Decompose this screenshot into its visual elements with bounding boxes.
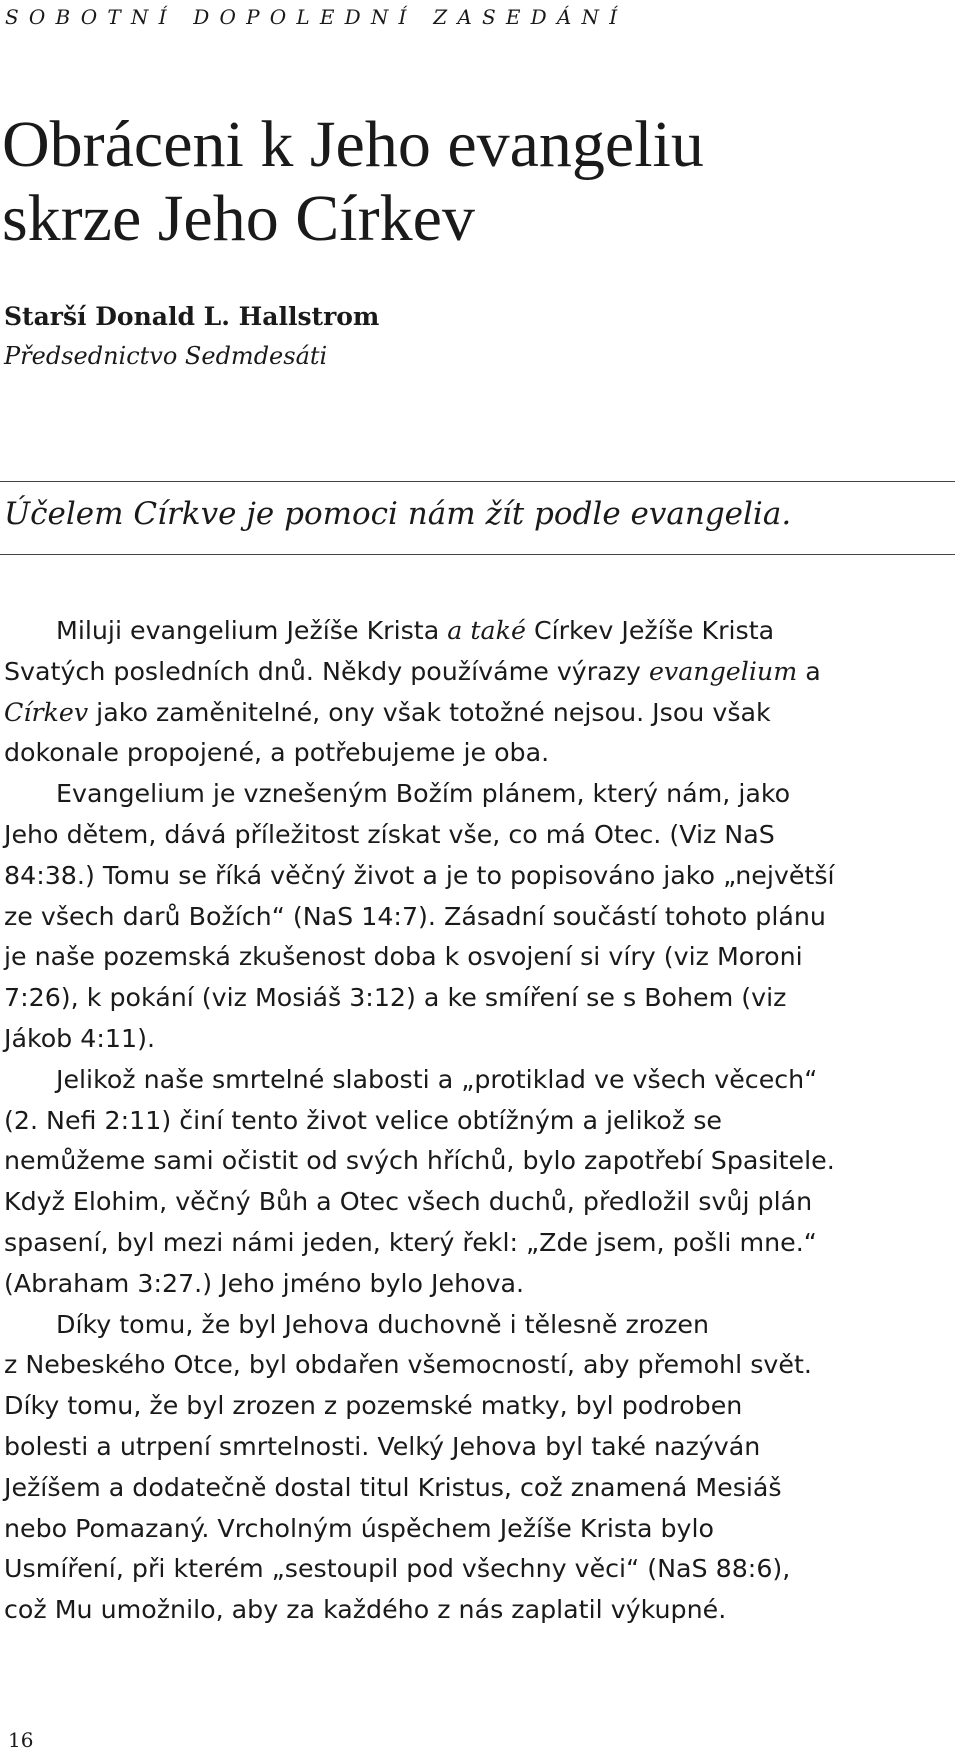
summary-top-divider [0, 481, 955, 482]
title-line: skrze Jeho Církev [2, 182, 475, 255]
session-label: SOBOTNÍ DOPOLEDNÍ ZASEDÁNÍ [5, 5, 628, 29]
body-line: Díky tomu, že byl Jehova duchovně i tělesně zrozen [56, 1309, 710, 1339]
body-line: 7:26), k pokání (viz Mosiáš 3:12) a ke smíření se s Bohem (viz [4, 983, 787, 1013]
article-body [4, 611, 959, 1631]
body-line: Díky tomu, že byl zrozen z pozemské matky, byl podroben [4, 1391, 743, 1421]
body-line [4, 611, 959, 652]
body-line: dokonale propojené, a potřebujeme je oba. [4, 738, 550, 768]
summary-bottom-divider [0, 554, 955, 555]
body-line: Usmíření, při kterém „sestoupil pod všechny věci“ (NaS 88:6), [4, 1554, 791, 1584]
body-line: Evangelium je vznešeným Božím plánem, který nám, jako [56, 779, 791, 809]
author-name: Starší Donald L. Hallstrom [4, 302, 380, 331]
body-emphasis: evangelium [648, 656, 798, 686]
body-line: bolesti a utrpení smrtelnosti. Velký Jehova byl také nazýván [4, 1431, 761, 1461]
body-line [4, 652, 959, 693]
body-emphasis: Církev [4, 697, 89, 727]
body-line: spasení, byl mezi námi jeden, který řekl: „Zde jsem, pošli mne.“ [4, 1227, 817, 1257]
page-number: 16 [8, 1728, 34, 1752]
body-emphasis: a také [447, 616, 526, 645]
body-line: Když Elohim, věčný Bůh a Otec všech duchů, předložil svůj plán [4, 1187, 813, 1217]
body-line: Jeho dětem, dává příležitost získat vše, co má Otec. (Viz NaS [4, 819, 775, 849]
body-text: jako zaměnitelné, ony však totožné nejsou. Jsou však [88, 697, 771, 727]
body-text: Miluji evangelium Ježíše Krista [56, 616, 448, 645]
body-text: a [797, 656, 821, 686]
body-text: Svatých posledních dnů. Někdy používáme výrazy [4, 656, 649, 686]
body-line: z Nebeského Otce, byl obdařen všemocností, aby přemohl svět. [4, 1350, 812, 1380]
body-line: (2. Nefi 2:11) činí tento život velice obtížným a jelikož se [4, 1105, 722, 1135]
body-line: Jákob 4:11). [4, 1023, 156, 1053]
body-line: nebo Pomazaný. Vrcholným úspěchem Ježíše Krista bylo [4, 1513, 715, 1543]
author-role: Předsednictvo Sedmdesáti [4, 342, 328, 370]
body-line [4, 693, 959, 734]
title-line: Obráceni k Jeho evangeliu [2, 108, 704, 181]
body-line: nemůžeme sami očistit od svých hříchů, bylo zapotřebí Spasitele. [4, 1146, 835, 1176]
body-line: ze všech darů Božích“ (NaS 14:7). Zásadní součástí tohoto plánu [4, 901, 826, 931]
body-line: Ježíšem a dodatečně dostal titul Kristus, což znamená Mesiáš [4, 1472, 782, 1502]
body-line: Jelikož naše smrtelné slabosti a „protiklad ve všech věcech“ [56, 1064, 818, 1094]
body-line: je naše pozemská zkušenost doba k osvojení si víry (viz Moroni [4, 942, 803, 972]
body-line: což Mu umožnilo, aby za každého z nás zaplatil výkupné. [4, 1595, 727, 1625]
body-line: (Abraham 3:27.) Jeho jméno bylo Jehova. [4, 1268, 525, 1298]
summary-text: Účelem Církve je pomoci nám žít podle evangelia. [4, 496, 792, 532]
body-line: 84:38.) Tomu se říká věčný život a je to popisováno jako „největší [4, 860, 835, 890]
article-title [2, 108, 952, 256]
body-text: Církev Ježíše Krista [525, 616, 775, 645]
